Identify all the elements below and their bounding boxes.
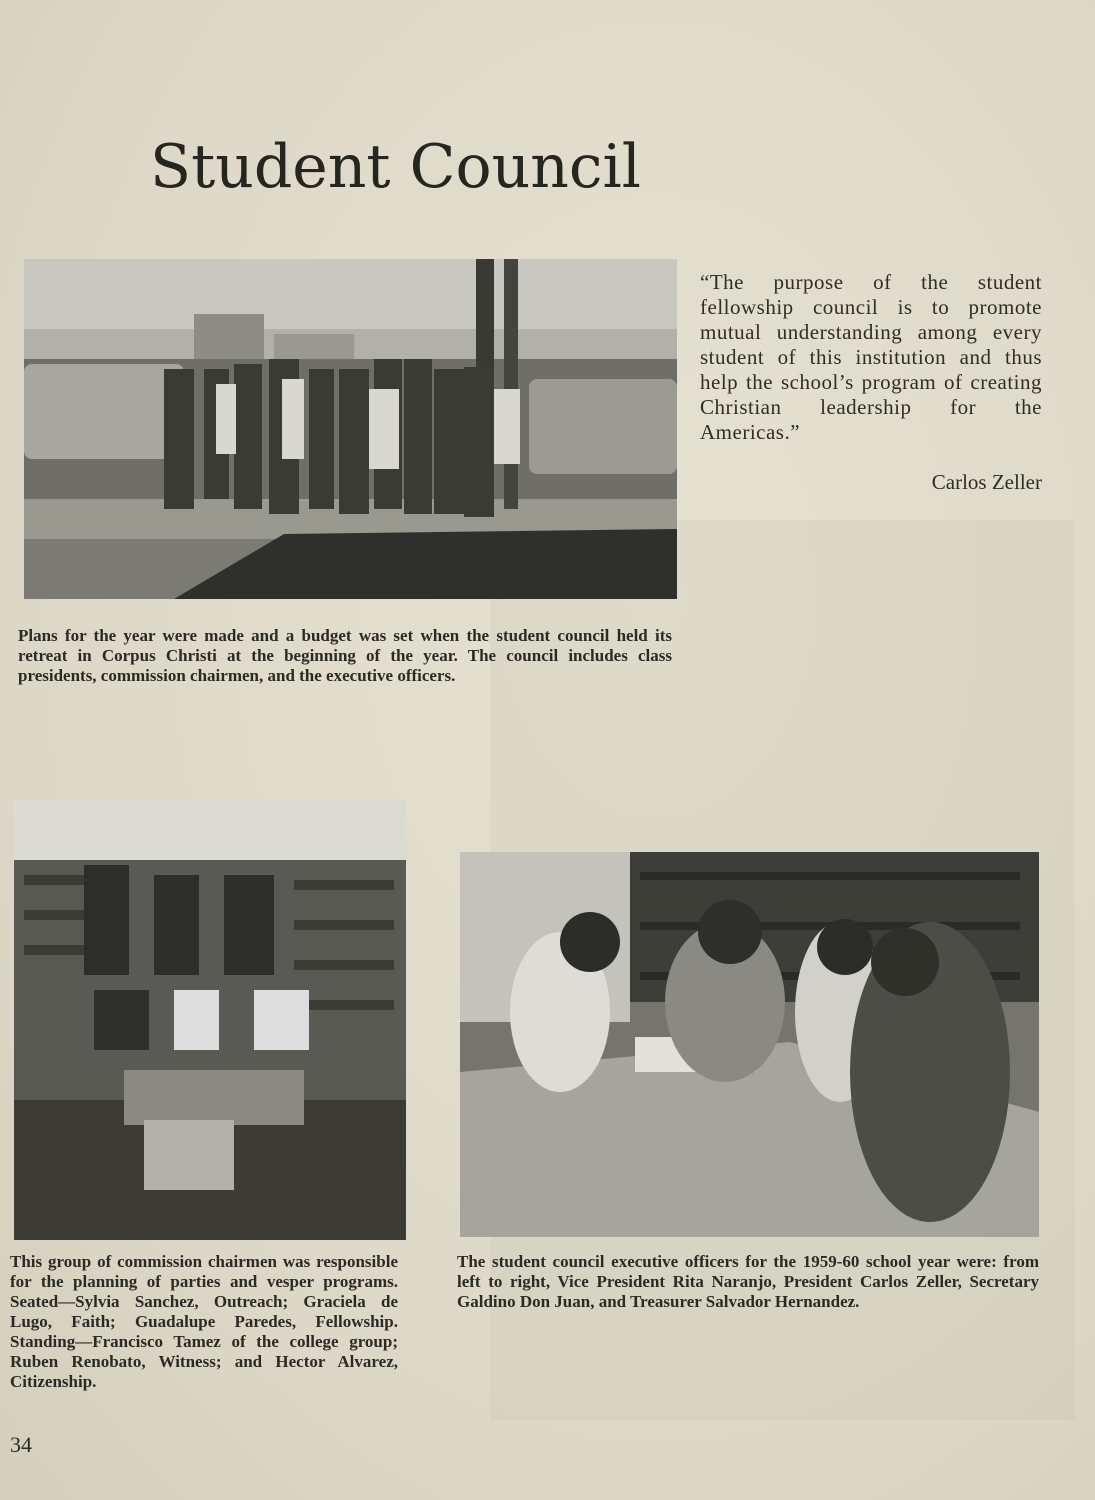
executive-officers-photo [460, 852, 1039, 1237]
commission-chairmen-photo [14, 800, 406, 1240]
purpose-quote: “The purpose of the student fellowship council is to promote mutual understanding among every student of this institution and thus help the school’s program of creating Christian leadership for the Americas.” [700, 270, 1042, 444]
page-title: Student Council [150, 132, 641, 203]
executive-officers-caption: The student council executive officers for the 1959-60 school year were: from left to right, Vice President Rita Naranjo, President Carlos Zeller, Secretary Galdino Don Juan, and Treasurer Salvador Hernandez. [457, 1252, 1039, 1311]
commission-chairmen-caption: This group of commission chairmen was responsible for the planning of parties and vesper programs. Seated—Sylvia Sanchez, Outreach; Graciela de Lugo, Faith; Guadalupe Paredes, Fellowship. Standing—Francisco Tamez of the college group; Ruben Renobato, Witness; and Hector Alvarez, Citizenship. [10, 1252, 398, 1391]
retreat-group-photo [24, 259, 677, 599]
retreat-caption: Plans for the year were made and a budget was set when the student council held its retreat in Corpus Christi at the beginning of the year. The council includes class presidents, commission chairmen, and the executive officers. [18, 626, 672, 685]
page-number: 34 [10, 1432, 32, 1457]
quote-author: Carlos Zeller [931, 470, 1042, 494]
